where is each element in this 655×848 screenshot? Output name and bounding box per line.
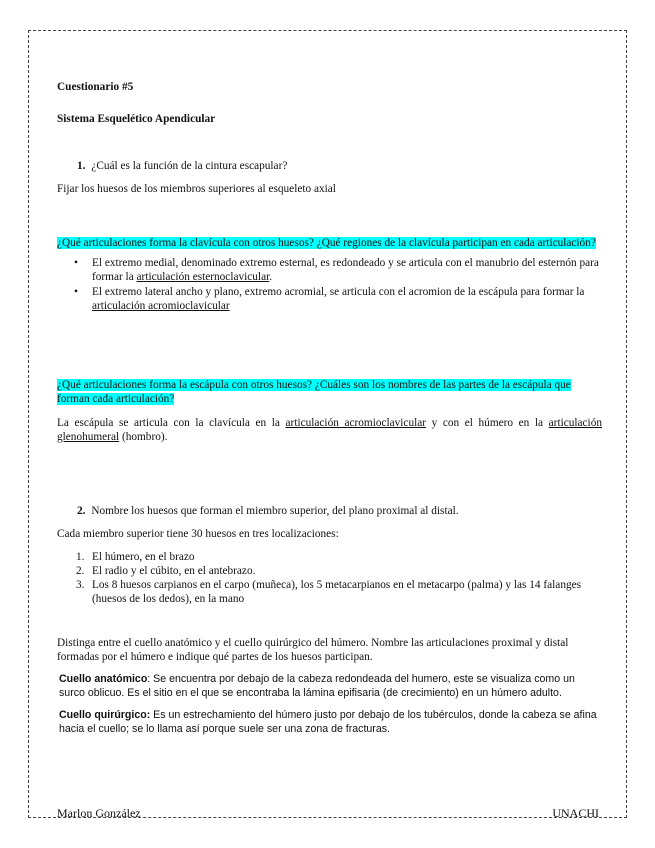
list-item-text: El radio y el cúbito, en el antebrazo.	[92, 565, 256, 577]
question-2-intro: Cada miembro superior tiene 30 huesos en tres localizaciones:	[57, 528, 339, 540]
cuello-question: Distinga entre el cuello anatómico y el cuello quirúrgico del húmero. Nombre las articulaciones proximal y distal formadas por el húmero e indique qué partes de los huesos participan.	[57, 637, 569, 663]
clavicula-bullet-2-text: El extremo lateral ancho y plano, extremo acromial, se articula con el acromion de la escápula para formar la	[92, 286, 585, 298]
escapula-answer-text-1: La escápula se articula con la clavícula en la	[57, 417, 286, 429]
list-number: 2.	[76, 565, 85, 577]
list-item-text: Los 8 huesos carpianos en el carpo (muñeca), los 5 metacarpianos en el metacarpo (palma) y las 14 falanges (huesos de los dedos), en la mano	[92, 579, 582, 605]
question-2	[77, 504, 602, 518]
footer-author: Marlon González	[57, 806, 141, 820]
escapula-link-glenohumeral: articulación glenohumeral	[57, 417, 602, 443]
cuello-anatomico-text: : Se encuentra por debajo de la cabeza redondeada del humero, este se visualiza como un surco oblicuo. Es el sitio en el que se encontraba la lámina epifisaria (de crecimiento) en un húmero adulto.	[59, 673, 575, 699]
document-subtitle: Sistema Esquelético Apendicular	[57, 113, 216, 125]
list-number: 3.	[76, 579, 85, 591]
question-1-text: ¿Cuál es la función de la cintura escapular?	[91, 160, 288, 172]
question-2-text: Nombre los huesos que forman el miembro superior, del plano proximal al distal.	[91, 505, 459, 517]
clavicula-bullet-list	[57, 256, 602, 313]
footer-institution: UNACHI	[552, 806, 599, 820]
list-item	[57, 578, 602, 606]
document-body	[57, 80, 602, 736]
question-2-number: 2.	[77, 505, 86, 517]
cuello-anatomico-definition	[59, 672, 602, 700]
cuello-quirurgico-text: Es un estrechamiento del húmero justo por debajo de los tubérculos, donde la cabeza se afina hacia el cuello; se lo llama así porque suele ser una zona de fracturas.	[59, 709, 597, 735]
bullet-icon: •	[74, 257, 78, 269]
escapula-link-acromioclavicular: articulación acromioclavicular	[285, 417, 427, 429]
escapula-answer-text-3: (hombro).	[119, 431, 168, 443]
link-articulacion-acromioclavicular: articulación acromioclavicular	[92, 300, 230, 312]
link-articulacion-esternoclavicular: articulación esternoclavicular	[136, 271, 270, 283]
document-title: Cuestionario #5	[57, 81, 134, 93]
escapula-question-highlight: ¿Qué articulaciones forma la escápula con otros huesos? ¿Cuáles son los nombres de las partes de la escápula que forman cada articulación?	[57, 379, 571, 405]
clavicula-question-highlight: ¿Qué articulaciones forma la clavícula con otros huesos? ¿Qué regiones de la clavícula participan en cada articulación?	[57, 237, 596, 249]
question-1	[77, 159, 602, 173]
list-item	[57, 285, 602, 313]
clavicula-bullet-1-end: .	[269, 271, 273, 283]
list-item	[57, 256, 602, 284]
list-number: 1.	[76, 551, 85, 563]
answer-1: Fijar los huesos de los miembros superiores al esqueleto axial	[57, 183, 336, 195]
list-item	[57, 564, 602, 578]
escapula-answer	[57, 416, 602, 444]
cuello-quirurgico-definition	[59, 708, 602, 736]
bone-list	[57, 550, 602, 606]
bullet-icon: •	[74, 286, 78, 298]
cuello-quirurgico-label: Cuello quirúrgico:	[59, 709, 151, 721]
escapula-question	[57, 378, 602, 406]
question-1-number: 1.	[77, 160, 86, 172]
list-item	[57, 550, 602, 564]
clavicula-bullet-1-text: El extremo medial, denominado extremo esternal, es redondeado y se articula con el manubrio del esternón para formar la	[92, 257, 599, 283]
cuello-anatomico-label: Cuello anatómico	[59, 673, 148, 685]
clavicula-question	[57, 236, 602, 250]
escapula-answer-text-2: y con el húmero en la	[426, 417, 549, 429]
list-item-text: El húmero, en el brazo	[92, 551, 195, 563]
